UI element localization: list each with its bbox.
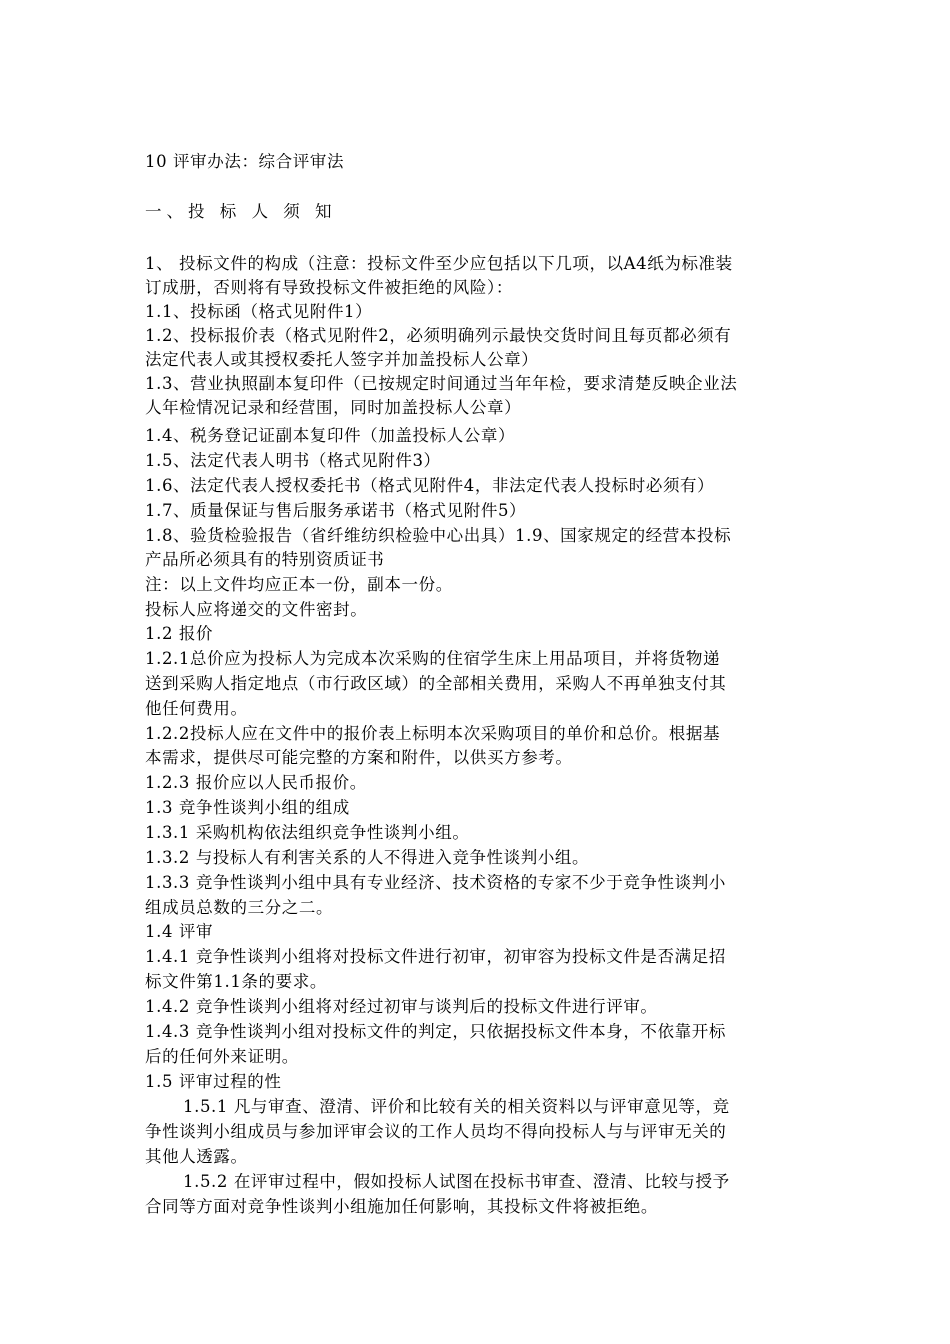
text-line: 投标人应将递交的文件密封。 — [145, 600, 368, 619]
section-title: 一、投 标 人 须 知 — [145, 202, 337, 221]
text-line: 1.5、法定代表人明书（格式见附件3） — [145, 451, 441, 470]
text-line: 其他人透露。 — [145, 1147, 248, 1166]
text-line: 1.2.1总价应为投标人为完成本次采购的住宿学生床上用品项目，并将货物递 — [145, 649, 721, 668]
text-line: 1.1、投标函（格式见附件1） — [145, 302, 373, 321]
text-line: 1.3.2 与投标人有利害关系的人不得进入竞争性谈判小组。 — [145, 848, 590, 867]
text-line: 1.3 竞争性谈判小组的组成 — [145, 798, 350, 817]
text-line: 人年检情况记录和经营围，同时加盖投标人公章） — [145, 398, 522, 417]
text-line: 1.4.1 竞争性谈判小组将对投标文件进行初审，初审容为投标文件是否满足招 — [145, 947, 726, 966]
text-line: 送到采购人指定地点（市行政区域）的全部相关费用，采购人不再单独支付其 — [145, 674, 727, 693]
text-line: 1.3.1 采购机构依法组织竞争性谈判小组。 — [145, 823, 470, 842]
text-line: 本需求，提供尽可能完整的方案和附件，以供买方参考。 — [145, 748, 573, 767]
text-line: 1.5.1 凡与审查、澄清、评价和比较有关的相关资料以与评审意见等，竞 — [183, 1097, 730, 1116]
text-line: 1.4.3 竞争性谈判小组对投标文件的判定，只依据投标文件本身，不依靠开标 — [145, 1022, 726, 1041]
text-line: 1.4、税务登记证副本复印件（加盖投标人公章） — [145, 426, 516, 445]
document-heading: 10 评审办法：综合评审法 — [145, 152, 345, 171]
text-line: 标文件第1.1条的要求。 — [145, 972, 327, 991]
text-line: 注：以上文件均应正本一份，副本一份。 — [145, 575, 453, 594]
text-line: 后的任何外来证明。 — [145, 1047, 299, 1066]
text-line: 1.4 评审 — [145, 922, 214, 941]
text-line: 1.5.2 在评审过程中，假如投标人试图在投标书审查、澄清、比较与授予 — [183, 1172, 730, 1191]
text-line: 1、 投标文件的构成（注意：投标文件至少应包括以下几项，以A4纸为标准装 — [145, 254, 733, 273]
text-line: 1.2.2投标人应在文件中的报价表上标明本次采购项目的单价和总价。根据基 — [145, 724, 721, 743]
text-line: 1.2.3 报价应以人民币报价。 — [145, 773, 367, 792]
text-line: 争性谈判小组成员与参加评审会议的工作人员均不得向投标人与与评审无关的 — [145, 1122, 727, 1141]
text-line: 1.8、验货检验报告（省纤维纺织检验中心出具）1.9、国家规定的经营本投标 — [145, 526, 732, 545]
text-line: 1.5 评审过程的性 — [145, 1072, 282, 1091]
text-line: 1.7、质量保证与售后服务承诺书（格式见附件5） — [145, 501, 527, 520]
text-line: 1.3.3 竞争性谈判小组中具有专业经济、技术资格的专家不少于竞争性谈判小 — [145, 873, 726, 892]
text-line: 1.2 报价 — [145, 624, 214, 643]
text-line: 他任何费用。 — [145, 699, 248, 718]
text-line: 组成员总数的三分之二。 — [145, 898, 334, 917]
text-line: 1.4.2 竞争性谈判小组将对经过初审与谈判后的投标文件进行评审。 — [145, 997, 658, 1016]
text-line: 1.2、投标报价表（格式见附件2，必须明确列示最快交货时间且每页都必须有 — [145, 326, 732, 345]
text-line: 产品所必须具有的特别资质证书 — [145, 550, 385, 569]
text-line: 合同等方面对竞争性谈判小组施加任何影响，其投标文件将被拒绝。 — [145, 1197, 658, 1216]
text-line: 1.6、法定代表人授权委托书（格式见附件4，非法定代表人投标时必须有） — [145, 476, 715, 495]
text-line: 订成册，否则将有导致投标文件被拒绝的风险）： — [145, 278, 513, 297]
text-line: 1.3、营业执照副本复印件（已按规定时间通过当年年检，要求清楚反映企业法 — [145, 374, 738, 393]
text-line: 法定代表人或其授权委托人签字并加盖投标人公章） — [145, 350, 539, 369]
